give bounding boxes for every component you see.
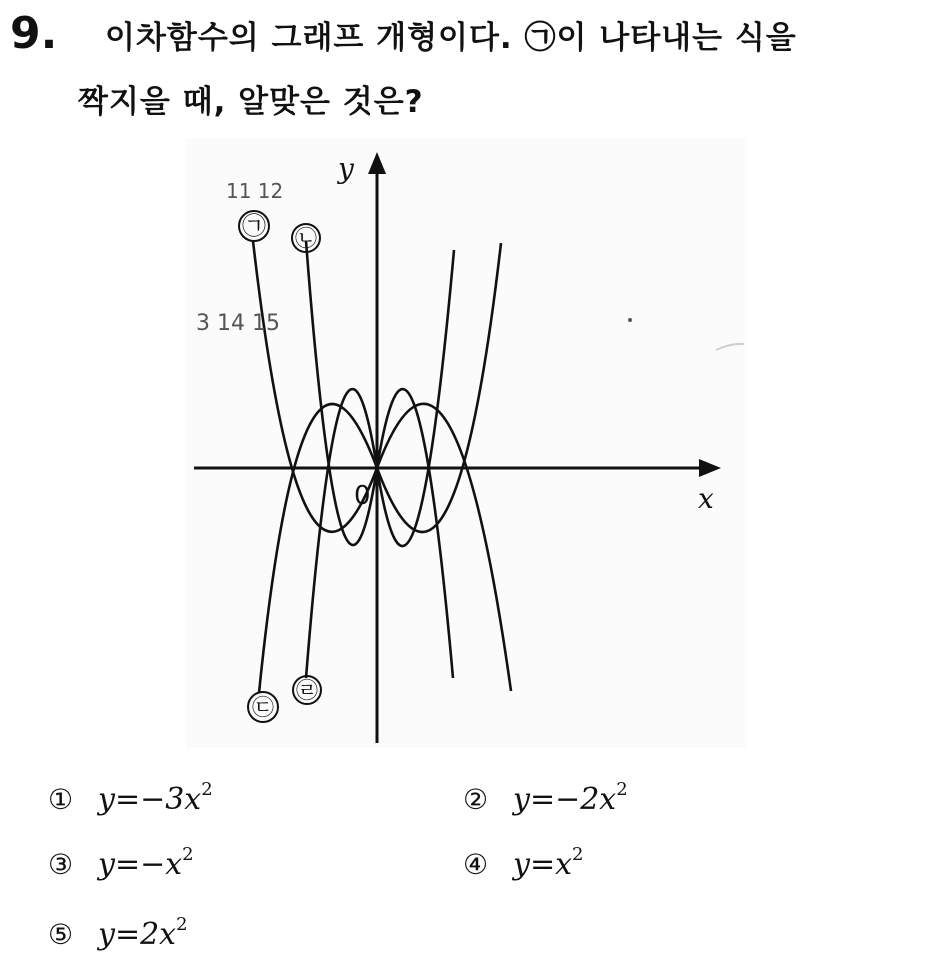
x-axis-arrow-icon bbox=[699, 459, 721, 477]
choice-number: ④ bbox=[463, 848, 489, 881]
y-axis-label: y bbox=[338, 152, 354, 185]
choice-expression: y=2x bbox=[98, 917, 177, 952]
choice-5[interactable] bbox=[48, 915, 188, 955]
curve-label-nieun: ㉡ bbox=[294, 227, 318, 252]
pencil-dot bbox=[628, 318, 632, 322]
curve-label-digeut: ㉢ bbox=[251, 696, 275, 721]
choice-expression: y=−3x bbox=[98, 782, 202, 817]
choice-expression: y=−x bbox=[98, 847, 183, 882]
choice-expression: y=x bbox=[513, 847, 573, 882]
handwritten-note-top: 11 12 bbox=[226, 179, 284, 203]
choice-number: ① bbox=[48, 783, 74, 816]
choice-3[interactable] bbox=[48, 845, 194, 885]
curve-rieul bbox=[306, 389, 377, 678]
pencil-mark bbox=[716, 344, 744, 350]
curve-downward-right bbox=[377, 404, 511, 691]
y-axis-arrow-icon bbox=[368, 152, 386, 174]
choice-exponent: 2 bbox=[176, 914, 188, 935]
choice-1[interactable] bbox=[48, 780, 213, 820]
choice-exponent: 2 bbox=[182, 844, 194, 865]
parabola-graph-figure bbox=[186, 138, 746, 748]
x-axis-label: x bbox=[698, 482, 714, 515]
choice-number: ⑤ bbox=[48, 918, 74, 951]
question-number: 9. bbox=[10, 8, 58, 59]
choice-exponent: 2 bbox=[616, 779, 628, 800]
answer-choices bbox=[48, 770, 908, 960]
curve-label-rieul: ㉣ bbox=[295, 679, 319, 704]
choice-number: ③ bbox=[48, 848, 74, 881]
choice-2[interactable] bbox=[463, 780, 628, 820]
choice-exponent: 2 bbox=[572, 844, 584, 865]
origin-label: 0 bbox=[354, 481, 371, 511]
curve-label-giyeok: ㉠ bbox=[242, 212, 266, 240]
curve-upward-inner-right bbox=[377, 250, 454, 546]
choice-number: ② bbox=[463, 783, 489, 816]
question-text-line2: 짝지을 때, 알맞은 것은? bbox=[78, 84, 424, 120]
choice-exponent: 2 bbox=[201, 779, 213, 800]
choice-expression: y=−2x bbox=[513, 782, 617, 817]
choice-4[interactable] bbox=[463, 845, 583, 885]
curve-downward-inner-right bbox=[377, 389, 453, 678]
question-text-line1: 이차함수의 그래프 개형이다. ㉠이 나타내는 식을 bbox=[105, 20, 797, 56]
handwritten-note-middle: 3 14 15 bbox=[196, 311, 280, 336]
graph-svg bbox=[186, 138, 746, 748]
